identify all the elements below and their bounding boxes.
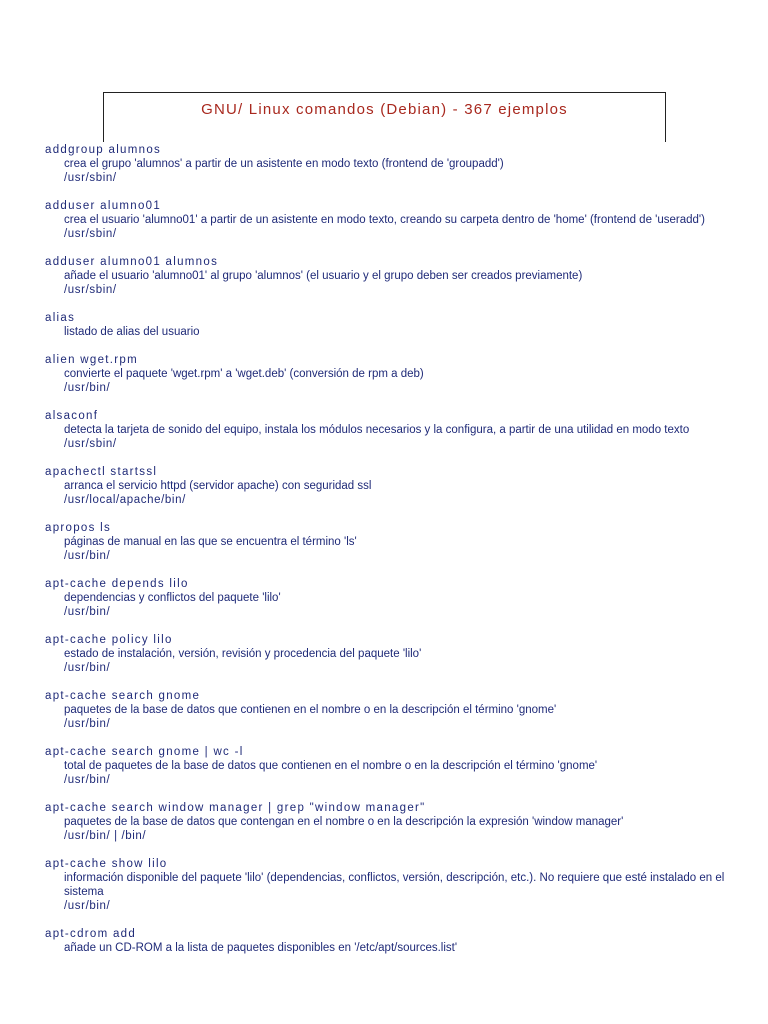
command-entry — [45, 689, 735, 731]
command-path: /usr/bin/ — [64, 718, 111, 730]
command-path: /usr/sbin/ — [64, 172, 117, 184]
command-entry — [45, 409, 735, 451]
command-entry — [45, 255, 735, 297]
command-description: añade un CD-ROM a la lista de paquetes disponibles en '/etc/apt/sources.list' — [64, 942, 458, 954]
command-path: /usr/bin/ — [64, 606, 111, 618]
command-name: apt-cache depends lilo — [45, 578, 189, 590]
command-description: añade el usuario 'alumno01' al grupo 'alumnos' (el usuario y el grupo deben ser creados previamente) — [64, 270, 583, 282]
command-path: /usr/bin/ | /bin/ — [64, 830, 147, 842]
command-path: /usr/bin/ — [64, 900, 111, 912]
command-name: alias — [45, 312, 76, 324]
command-name: apt-cache search window manager | grep "window manager" — [45, 802, 426, 814]
command-path: /usr/sbin/ — [64, 438, 117, 450]
command-description: crea el usuario 'alumno01' a partir de un asistente en modo texto, creando su carpeta dentro de 'home' (frontend de 'useradd') — [64, 214, 705, 226]
command-description: dependencias y conflictos del paquete 'lilo' — [64, 592, 281, 604]
command-description: crea el grupo 'alumnos' a partir de un asistente en modo texto (frontend de 'groupadd') — [64, 158, 504, 170]
command-path: /usr/sbin/ — [64, 284, 117, 296]
command-entry — [45, 521, 735, 563]
command-name: addgroup alumnos — [45, 144, 162, 156]
command-name: apt-cache search gnome — [45, 690, 201, 702]
command-list — [45, 143, 735, 969]
command-path: /usr/local/apache/bin/ — [64, 494, 186, 506]
command-name: apt-cdrom add — [45, 928, 137, 940]
command-description: arranca el servicio httpd (servidor apache) con seguridad ssl — [64, 480, 372, 492]
command-name: apt-cache policy lilo — [45, 634, 173, 646]
command-name: adduser alumno01 alumnos — [45, 256, 219, 268]
command-path: /usr/bin/ — [64, 662, 111, 674]
command-description: paquetes de la base de datos que contienen en el nombre o en la descripción el término 'gnome' — [64, 704, 557, 716]
command-description: estado de instalación, versión, revisión y procedencia del paquete 'lilo' — [64, 648, 422, 660]
command-name: apt-cache show lilo — [45, 858, 168, 870]
command-name: alsaconf — [45, 410, 99, 422]
command-name: apt-cache search gnome | wc -l — [45, 746, 244, 758]
command-description: listado de alias del usuario — [64, 326, 200, 338]
command-entry — [45, 801, 735, 843]
title-box — [103, 92, 666, 142]
command-path: /usr/sbin/ — [64, 228, 117, 240]
command-description: convierte el paquete 'wget.rpm' a 'wget.deb' (conversión de rpm a deb) — [64, 368, 424, 380]
command-entry — [45, 857, 735, 913]
command-description: total de paquetes de la base de datos que contienen en el nombre o en la descripción el término 'gnome' — [64, 760, 598, 772]
command-description: paquetes de la base de datos que contengan en el nombre o en la descripción la expresión 'window manager' — [64, 816, 624, 828]
command-entry — [45, 199, 735, 241]
command-description: páginas de manual en las que se encuentra el término 'ls' — [64, 536, 357, 548]
command-description: detecta la tarjeta de sonido del equipo, instala los módulos necesarios y la configura, a partir de una utilidad en modo texto — [64, 424, 690, 436]
command-name: adduser alumno01 — [45, 200, 162, 212]
command-entry — [45, 633, 735, 675]
command-entry — [45, 465, 735, 507]
command-entry — [45, 311, 735, 339]
command-entry — [45, 353, 735, 395]
command-name: apropos ls — [45, 522, 112, 534]
command-description: información disponible del paquete 'lilo' (dependencias, conflictos, versión, descripción, etc.). No requiere que esté instalado en el sistema — [64, 872, 725, 898]
command-entry — [45, 143, 735, 185]
command-name: apachectl startssl — [45, 466, 158, 478]
command-entry — [45, 577, 735, 619]
command-path: /usr/bin/ — [64, 774, 111, 786]
command-entry — [45, 927, 735, 955]
page-title: GNU/ Linux comandos (Debian) - 367 ejemplos — [201, 101, 568, 118]
command-name: alien wget.rpm — [45, 354, 138, 366]
command-path: /usr/bin/ — [64, 382, 111, 394]
command-path: /usr/bin/ — [64, 550, 111, 562]
command-entry — [45, 745, 735, 787]
